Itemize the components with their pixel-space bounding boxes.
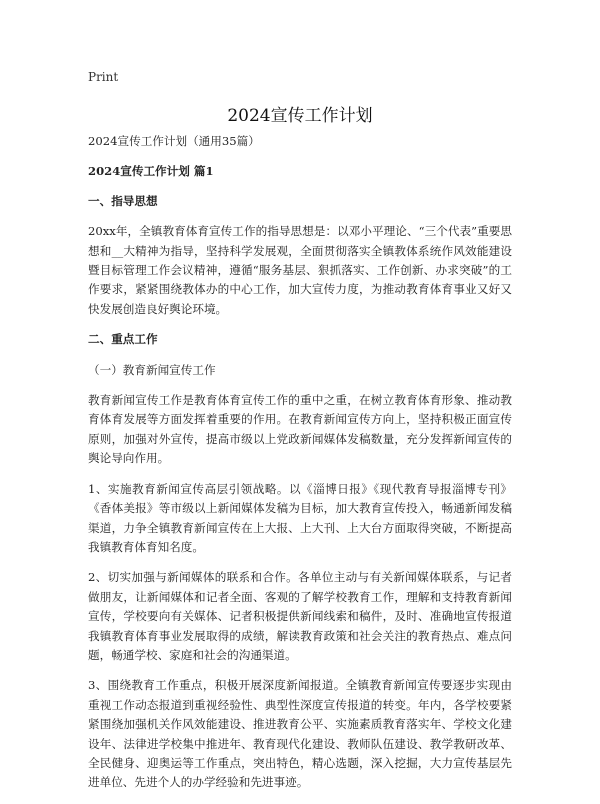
paragraph-item-2: 2、切实加强与新闻媒体的联系和合作。各单位主动与有关新闻媒体联系，与记者做朋友，让新闻媒体和记者全面、客观的了解学校教育工作，理解和支持教育新闻宣传，学校要向有关媒体、记者积极提供新闻线索和稿件，及时、准确地宣传报道我镇教育体育事业发展取得的成绩，解读教育政策和社会关注的教育热点、难点问题，畅通学校、家庭和社会的沟通渠道。 (88, 570, 512, 662)
document-subtitle: 2024宣传工作计划（通用35篇） (88, 134, 260, 148)
section-heading-guiding: 一、指导思想 (88, 193, 158, 208)
paragraph-item-1: 1、实施教育新闻宣传高层引领战略。以《淄博日报》《现代教育导报淄博专刊》《香体美报》等市级以上新闻媒体发稿为目标，加大教育宣传投入，畅通新闻发稿渠道，力争全镇教育新闻宣传在上大报、上大刊、上大台方面取得突破，不断提高我镇教育体育知名度。 (88, 481, 512, 554)
paragraph-news-intro: 教育新闻宣传工作是教育体育宣传工作的重中之重，在树立教育体育形象、推动教育体育发展等方面发挥着重要的作用。在教育新闻宣传方向上，坚持积极正面宣传原则，加强对外宣传，提高市级以上党政新闻媒体发稿数量，充分发挥新闻宣传的舆论导向作用。 (88, 393, 512, 466)
paragraph-guiding: 20xx年，全镇教育体育宣传工作的指导思想是：以邓小平理论、“三个代表”重要思想和__大精神为指导，坚持科学发展观，全面贯彻落实全镇教体系统作风效能建设暨目标管理工作会议精神，遵循“服务基层、狠抓落实、工作创新、办求突破”的工作要求，紧紧围绕教体办的中心工作，加大宣传力度，为推动教育体育事业又好又快发展创造良好舆论环境。 (88, 224, 512, 316)
document-body (88, 132, 512, 804)
paragraph-item-3: 3、围绕教育工作重点，积极开展深度新闻报道。全镇教育新闻宣传要逐步实现由重视工作动态报道到重视经验性、典型性深度宣传报道的转变。年内，各学校要紧紧围绕加强机关作风效能建设、推进教育公平、实施素质教育落实年、学校文化建设年、法律进学校集中推进年、教育现代化建设、教师队伍建设、教学教研改革、全民健身、迎奥运等工作重点，突出特色，精心选题，深入挖掘，大力宣传基层先进单位、先进个人的办学经验和先进事迹。 (88, 678, 512, 790)
section-heading-key-work: 二、重点工作 (88, 332, 158, 347)
page-title: 2024宣传工作计划 (227, 106, 373, 126)
chapter-heading: 2024宣传工作计划 篇1 (88, 164, 214, 179)
subsection-heading-news: （一）教育新闻宣传工作 (88, 362, 216, 377)
print-label[interactable]: Print (88, 70, 119, 84)
